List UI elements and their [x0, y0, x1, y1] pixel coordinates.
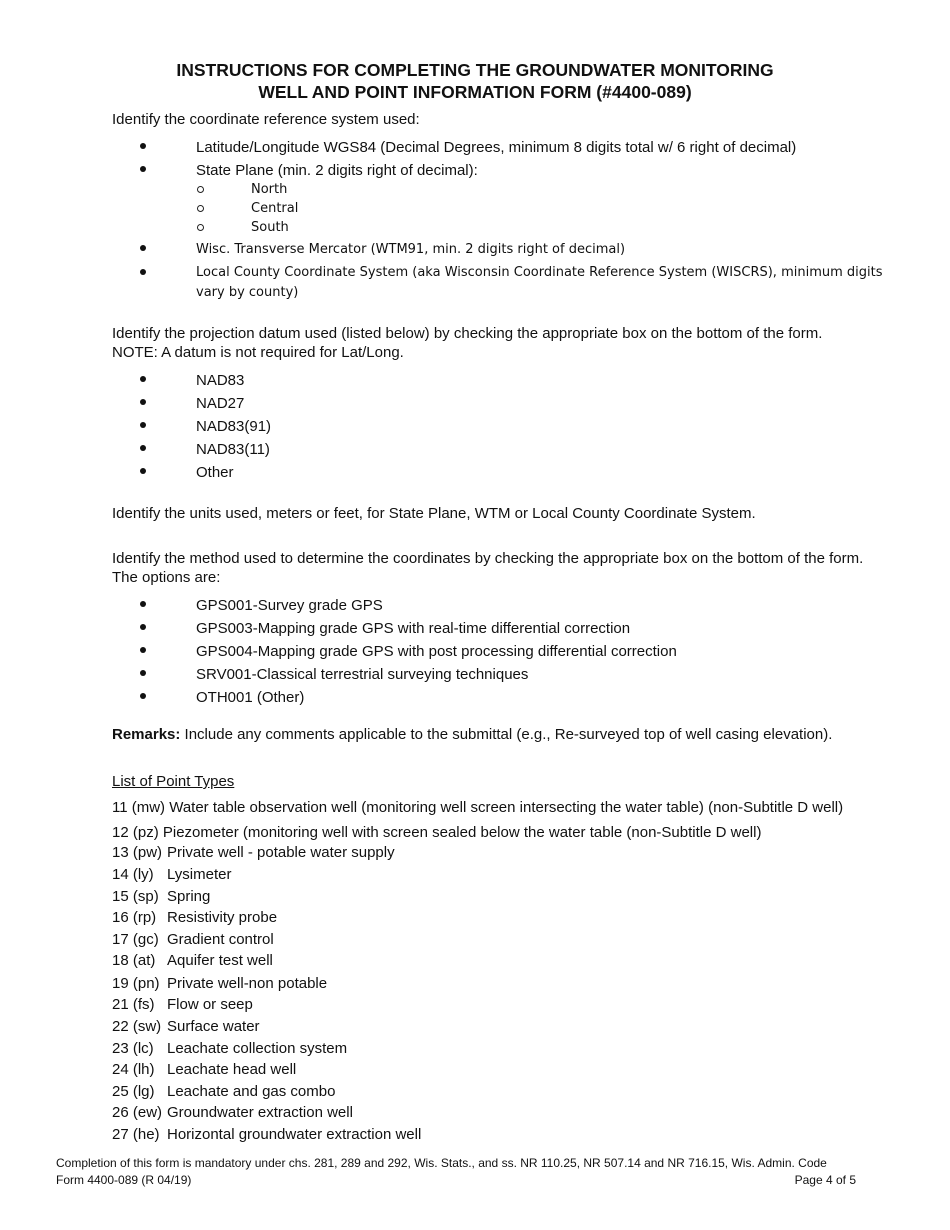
- bullet-icon: [140, 624, 146, 630]
- footer-form-id: Form 4400-089 (R 04/19): [56, 1173, 192, 1187]
- datum-option-other: Other: [196, 464, 234, 481]
- coordinate-system-intro: Identify the coordinate reference system used:: [112, 111, 420, 128]
- bullet-icon: [140, 445, 146, 451]
- coordinate-option-local-county: Local County Coordinate System (aka Wisconsin Coordinate Reference System (WISCRS), minimum digits vary by county): [196, 265, 883, 300]
- point-type-desc: Spring: [167, 888, 211, 905]
- method-intro-line-1: Identify the method used to determine the coordinates by checking the appropriate box on the bottom of the form.: [112, 550, 864, 567]
- datum-option-nad83-91: NAD83(91): [196, 418, 272, 435]
- datum-intro-line-2: NOTE: A datum is not required for Lat/Long.: [112, 344, 404, 361]
- circle-bullet-icon: [197, 205, 204, 212]
- point-type-desc: Resistivity probe: [167, 909, 278, 926]
- point-type-desc: Groundwater extraction well: [167, 1104, 353, 1121]
- point-type-desc: Flow or seep: [167, 996, 253, 1013]
- point-type-desc: Leachate and gas combo: [167, 1083, 336, 1100]
- bullet-icon: [140, 143, 146, 149]
- coordinate-option-latlong: Latitude/Longitude WGS84 (Decimal Degrees, minimum 8 digits total w/ 6 right of decimal): [196, 139, 797, 156]
- bullet-icon: [140, 376, 146, 382]
- bullet-icon: [140, 166, 146, 172]
- bullet-icon: [140, 269, 146, 275]
- circle-bullet-icon: [197, 224, 204, 231]
- coordinate-option-state-plane: State Plane (min. 2 digits right of decimal):: [196, 162, 478, 179]
- point-type-code: 18 (at): [112, 952, 156, 969]
- point-type-desc: Surface water: [167, 1018, 260, 1035]
- point-type-code: 25 (lg): [112, 1083, 155, 1100]
- point-type-code: 26 (ew): [112, 1104, 163, 1121]
- remarks-instruction: [112, 725, 832, 744]
- bullet-icon: [140, 647, 146, 653]
- title-line-1: INSTRUCTIONS FOR COMPLETING THE GROUNDWATER MONITORING: [176, 60, 774, 80]
- remarks-text: Include any comments applicable to the submittal (e.g., Re-surveyed top of well casing elevation).: [180, 726, 833, 743]
- point-type-code: 24 (lh): [112, 1061, 155, 1078]
- footer-statute: Completion of this form is mandatory under chs. 281, 289 and 292, Wis. Stats., and ss. NR 110.25, NR 507.14 and NR 716.15, Wis. Admin. Code: [56, 1156, 827, 1170]
- units-instruction: Identify the units used, meters or feet, for State Plane, WTM or Local County Coordinate System.: [112, 505, 756, 522]
- point-type-desc: Leachate collection system: [167, 1040, 348, 1057]
- point-type-desc: Private well-non potable: [167, 975, 328, 992]
- point-type-desc: Gradient control: [167, 931, 274, 948]
- datum-intro-line-1: Identify the projection datum used (listed below) by checking the appropriate box on the bottom of the form.: [112, 325, 823, 342]
- footer-page-number: Page 4 of 5: [794, 1173, 856, 1187]
- point-type-code: 27 (he): [112, 1126, 160, 1143]
- title-line-2: WELL AND POINT INFORMATION FORM (#4400-089): [258, 82, 692, 102]
- point-type-code: 17 (gc): [112, 931, 159, 948]
- point-type-code: 16 (rp): [112, 909, 157, 926]
- point-type-desc: Leachate head well: [167, 1061, 297, 1078]
- point-type-desc: Private well - potable water supply: [167, 844, 395, 861]
- bullet-icon: [140, 422, 146, 428]
- point-type-code: 19 (pn): [112, 975, 160, 992]
- state-plane-zone-south: South: [251, 220, 289, 235]
- bullet-icon: [140, 468, 146, 474]
- method-intro-line-2: The options are:: [112, 569, 221, 586]
- bullet-icon: [140, 601, 146, 607]
- point-types-heading: List of Point Types: [112, 773, 235, 790]
- point-type-code: 23 (lc): [112, 1040, 154, 1057]
- point-type-code: 21 (fs): [112, 996, 155, 1013]
- point-type-desc: Aquifer test well: [167, 952, 273, 969]
- page-title: [0, 59, 950, 103]
- coordinate-option-wtm: Wisc. Transverse Mercator (WTM91, min. 2 digits right of decimal): [196, 242, 626, 257]
- method-option-srv001: SRV001-Classical terrestrial surveying techniques: [196, 666, 529, 683]
- point-type-12: 12 (pz) Piezometer (monitoring well with screen sealed below the water table (non-Subtitle D well): [112, 824, 762, 841]
- method-option-gps004: GPS004-Mapping grade GPS with post processing differential correction: [196, 643, 677, 660]
- datum-option-nad83-11: NAD83(11): [196, 441, 270, 458]
- point-type-code: 13 (pw): [112, 844, 163, 861]
- bullet-icon: [140, 670, 146, 676]
- circle-bullet-icon: [197, 186, 204, 193]
- bullet-icon: [140, 245, 146, 251]
- bullet-icon: [140, 693, 146, 699]
- method-option-gps003: GPS003-Mapping grade GPS with real-time differential correction: [196, 620, 631, 637]
- datum-option-nad27: NAD27: [196, 395, 245, 412]
- point-type-code: 14 (ly): [112, 866, 154, 883]
- state-plane-zone-north: North: [251, 182, 288, 197]
- footer-bar: [56, 1172, 856, 1188]
- point-type-desc: Horizontal groundwater extraction well: [167, 1126, 422, 1143]
- state-plane-zone-central: Central: [251, 201, 299, 216]
- point-type-desc: Lysimeter: [167, 866, 232, 883]
- datum-option-nad83: NAD83: [196, 372, 245, 389]
- point-type-code: 15 (sp): [112, 888, 159, 905]
- point-type-11: 11 (mw) Water table observation well (monitoring well screen intersecting the water table) (non-Subtitle D well): [112, 799, 844, 816]
- method-option-gps001: GPS001-Survey grade GPS: [196, 597, 383, 614]
- point-type-code: 22 (sw): [112, 1018, 162, 1035]
- method-option-oth001: OTH001 (Other): [196, 689, 305, 706]
- bullet-icon: [140, 399, 146, 405]
- remarks-label: Remarks:: [112, 726, 181, 743]
